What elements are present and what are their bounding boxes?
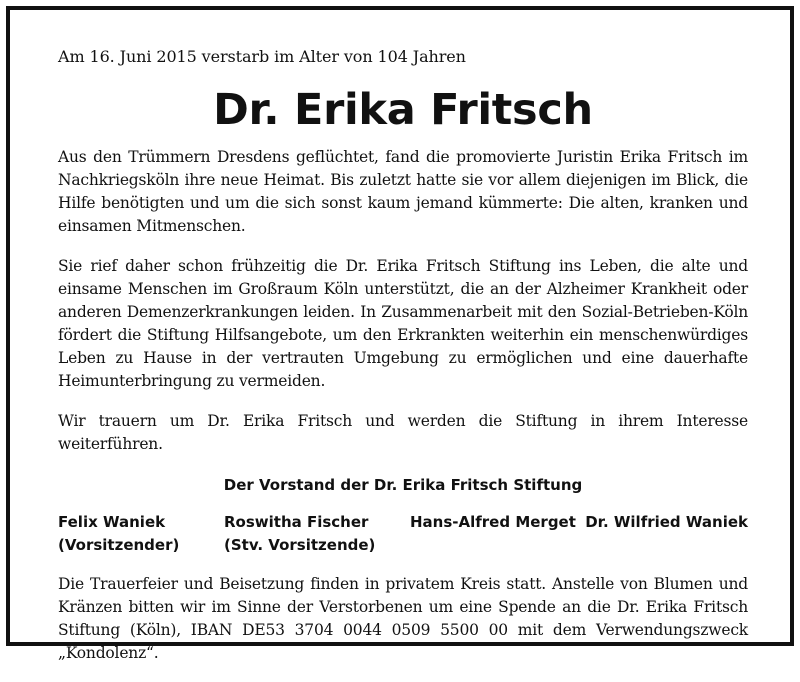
board-title: Der Vorstand der Dr. Erika Fritsch Stiftung (223, 476, 583, 494)
deceased-name: Dr. Erika Fritsch (213, 85, 593, 135)
closing-paragraph: Die Trauerfeier und Beisetzung finden in privatem Kreis statt. Anstelle von Blumen und Kränzen bitten wir im Sinne der Verstorbenen um eine Spende an die Dr. Erika Fritsch Stiftung (Köln), IBAN DE53 3704 0044 0509 5500 00 mit dem Verwendungszweck „Kondolenz“. (58, 575, 748, 662)
paragraph-foundation: Sie rief daher schon frühzeitig die Dr. Erika Fritsch Stiftung ins Leben, die alte und einsame Menschen im Großraum Köln unterstützt, die an der Alzheimer Krankheit oder anderen Demenzerkrankungen leiden. In Zusammenarbeit mit den Sozial-Betrieben-Köln fördert die Stiftung Hilfsangebote, um den Erkrankten weiterhin ein menschenwürdiges Leben zu Hause in der vertrauten Umgebung zu ermöglichen und eine dauerhafte Heimunterbringung zu vermeiden. (58, 257, 748, 390)
intro-line: Am 16. Juni 2015 verstarb im Alter von 104 Jahren (58, 47, 466, 66)
paragraph-mourning: Wir trauern um Dr. Erika Fritsch und werden die Stiftung in ihrem Interesse weiterführen. (58, 412, 748, 453)
notice-content (58, 46, 748, 682)
member-name: Dr. Wilfried Waniek (585, 513, 748, 531)
board-member (58, 511, 179, 557)
board-member (410, 511, 576, 534)
paragraph-biography: Aus den Trümmern Dresdens geflüchtet, fand die promovierte Juristin Erika Fritsch im Nachkriegsköln ihre neue Heimat. Bis zuletzt hatte sie vor allem diejenigen im Blick, die Hilfe benötigten und um die sich sonst kaum jemand kümmerte: Die alten, kranken und einsamen Mitmenschen. (58, 148, 748, 235)
member-role: (Vorsitzender) (58, 536, 180, 554)
member-name: Hans-Alfred Merget (410, 513, 576, 531)
member-name: Roswitha Fischer (224, 513, 369, 531)
member-role: (Stv. Vorsitzende) (224, 536, 376, 554)
member-name: Felix Waniek (58, 513, 166, 531)
board-member (224, 511, 375, 557)
board-members (58, 511, 748, 557)
board-member (585, 511, 748, 534)
notice-border (6, 6, 794, 662)
